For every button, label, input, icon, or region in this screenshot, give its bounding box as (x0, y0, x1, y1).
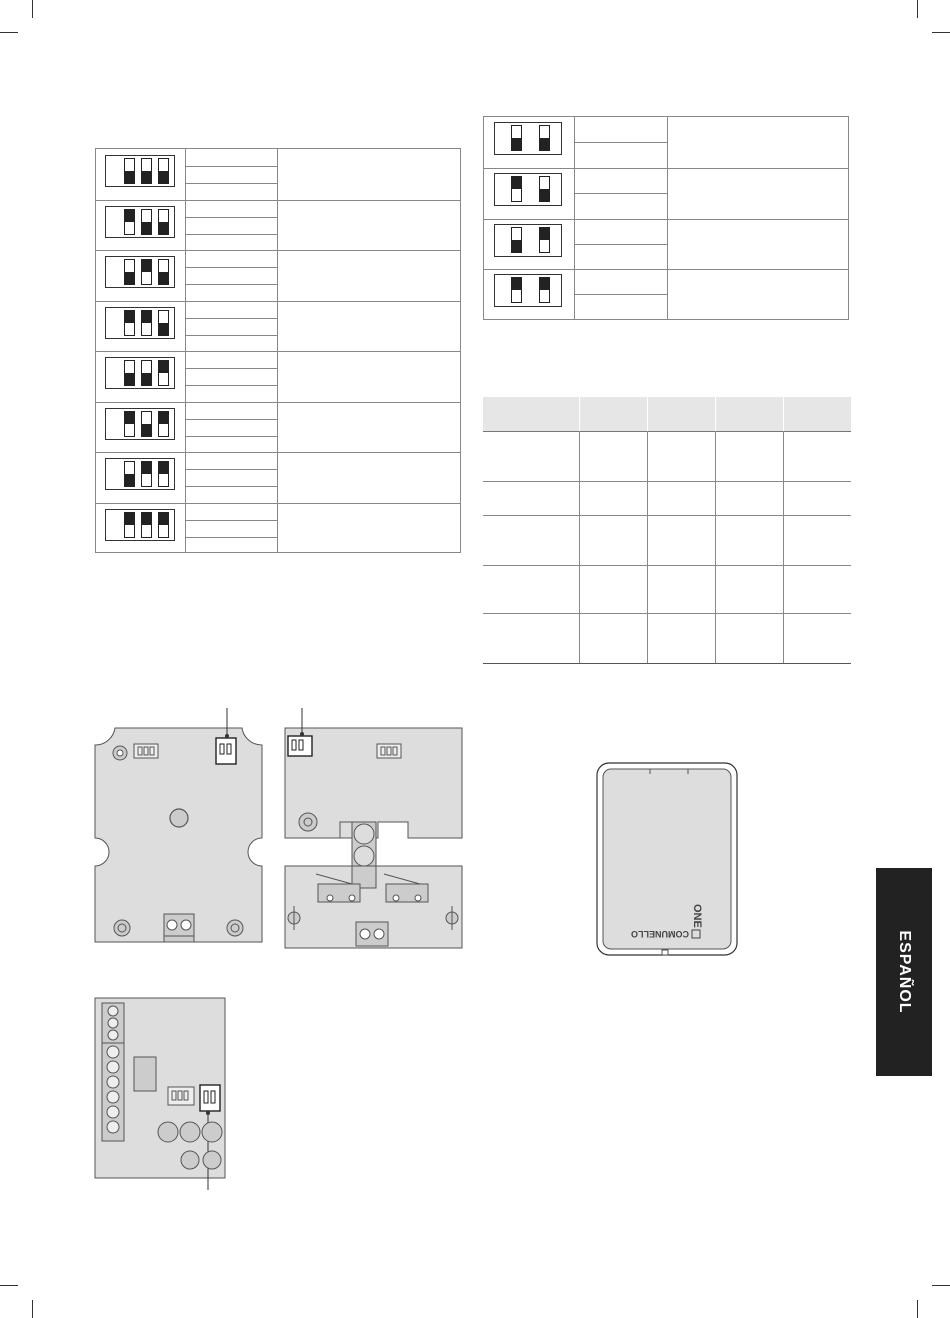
dip-switch-up (141, 512, 152, 538)
dip-switch-up (141, 461, 152, 487)
svg-text:ONE: ONE (691, 904, 703, 928)
dip-switch-up (124, 209, 135, 235)
empty-grid-table (483, 397, 851, 664)
dip-switch-down (141, 158, 152, 184)
crop-mark (32, 0, 33, 18)
dip-switch-down (539, 125, 550, 151)
dip-switch-down (539, 176, 550, 202)
dip-switch-block (105, 256, 175, 288)
dip-switch-down (124, 360, 135, 386)
dip-switch-up (158, 411, 169, 437)
dip-switch-block (105, 509, 175, 541)
dip-switch-block (494, 122, 562, 155)
dip-switch-block (105, 357, 175, 389)
right-board (285, 708, 462, 948)
language-tab (876, 868, 932, 1076)
board-diagram-top (90, 700, 470, 960)
dip-switch-down (141, 209, 152, 235)
dip-switch-block (105, 458, 175, 490)
dip2-switch-table (483, 116, 849, 320)
dip-switch-down (124, 158, 135, 184)
language-tab-label: ESPAÑOL (896, 930, 913, 1014)
dip-switch-up (141, 310, 152, 336)
brand-logo (631, 929, 700, 939)
dip-switch-block (105, 307, 175, 339)
dip-switch-down (158, 310, 169, 336)
dip-switch-up (539, 227, 550, 253)
crop-mark (917, 1300, 918, 1318)
table-header-row (483, 397, 851, 431)
dip-switch-up (124, 512, 135, 538)
dip-switch-down (158, 259, 169, 285)
dip-switch-up (158, 512, 169, 538)
brand-product (691, 904, 703, 928)
board-diagram-bottom (90, 995, 230, 1190)
svg-text:COMUNELLO: COMUNELLO (631, 929, 689, 939)
dip-switch-down (124, 259, 135, 285)
dip-switch-down (158, 209, 169, 235)
dip-switch-block (105, 155, 175, 187)
dip-switch-down (141, 411, 152, 437)
crop-mark (32, 1300, 33, 1318)
dip-switch-block (105, 408, 175, 440)
dip-switch-up (539, 277, 550, 303)
crop-mark (932, 32, 950, 33)
crop-mark (0, 1285, 18, 1286)
dip3-switch-table (95, 148, 461, 553)
left-board (95, 708, 262, 942)
dip-switch-block (494, 224, 562, 257)
crop-mark (932, 1285, 950, 1286)
crop-mark (917, 0, 918, 18)
dip-switch-down (141, 360, 152, 386)
dip-switch-block (494, 274, 562, 307)
dip-switch-up (511, 277, 522, 303)
dip-switch-down (158, 158, 169, 184)
dip-switch-up (124, 310, 135, 336)
dip-switch-up (158, 360, 169, 386)
crop-mark (0, 32, 18, 33)
dip-switch-down (124, 461, 135, 487)
device-illustration (596, 762, 740, 958)
dip-switch-block (494, 173, 562, 206)
dip-switch-block (105, 206, 175, 238)
dip-switch-down (511, 125, 522, 151)
dip-switch-down (511, 227, 522, 253)
dip-switch-up (141, 259, 152, 285)
dip-switch-up (124, 411, 135, 437)
dip-switch-up (511, 176, 522, 202)
dip-switch-up (158, 461, 169, 487)
